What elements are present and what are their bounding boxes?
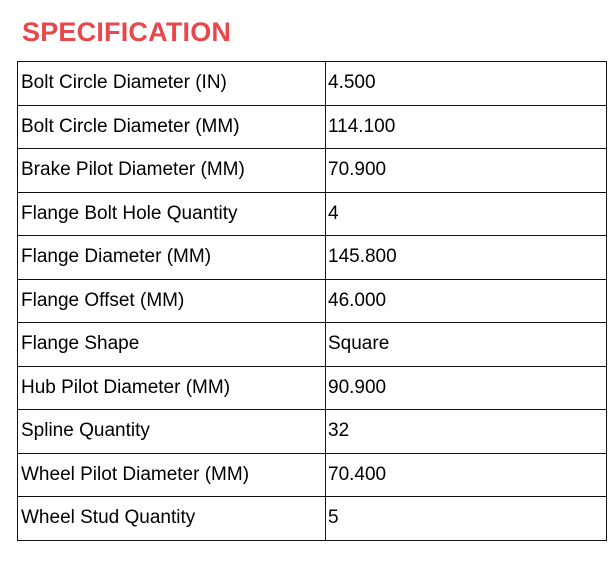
spec-name-cell: Spline Quantity: [18, 410, 326, 454]
spec-name-cell: Flange Bolt Hole Quantity: [18, 192, 326, 236]
specification-table: [17, 61, 607, 541]
spec-value-cell: Square: [326, 323, 607, 367]
specification-table-body: [18, 62, 607, 541]
spec-value-cell: 46.000: [326, 279, 607, 323]
spec-value-cell: 145.800: [326, 236, 607, 280]
spec-name-cell: Wheel Pilot Diameter (MM): [18, 453, 326, 497]
table-row: [18, 497, 607, 541]
spec-name-cell: Brake Pilot Diameter (MM): [18, 149, 326, 193]
spec-name-cell: Hub Pilot Diameter (MM): [18, 366, 326, 410]
section-heading: SPECIFICATION: [22, 17, 232, 47]
table-row: [18, 366, 607, 410]
spec-name-cell: Flange Diameter (MM): [18, 236, 326, 280]
spec-value-cell: 4.500: [326, 62, 607, 106]
table-row: [18, 279, 607, 323]
table-row: [18, 410, 607, 454]
table-row: [18, 236, 607, 280]
table-row: [18, 192, 607, 236]
spec-value-cell: 90.900: [326, 366, 607, 410]
spec-name-cell: Wheel Stud Quantity: [18, 497, 326, 541]
spec-value-cell: 5: [326, 497, 607, 541]
spec-name-cell: Bolt Circle Diameter (IN): [18, 62, 326, 106]
spec-value-cell: 4: [326, 192, 607, 236]
spec-value-cell: 114.100: [326, 105, 607, 149]
spec-name-cell: Flange Offset (MM): [18, 279, 326, 323]
table-row: [18, 105, 607, 149]
table-row: [18, 453, 607, 497]
spec-name-cell: Flange Shape: [18, 323, 326, 367]
table-row: [18, 323, 607, 367]
table-row: [18, 62, 607, 106]
table-row: [18, 149, 607, 193]
spec-value-cell: 70.400: [326, 453, 607, 497]
spec-value-cell: 70.900: [326, 149, 607, 193]
spec-value-cell: 32: [326, 410, 607, 454]
spec-name-cell: Bolt Circle Diameter (MM): [18, 105, 326, 149]
